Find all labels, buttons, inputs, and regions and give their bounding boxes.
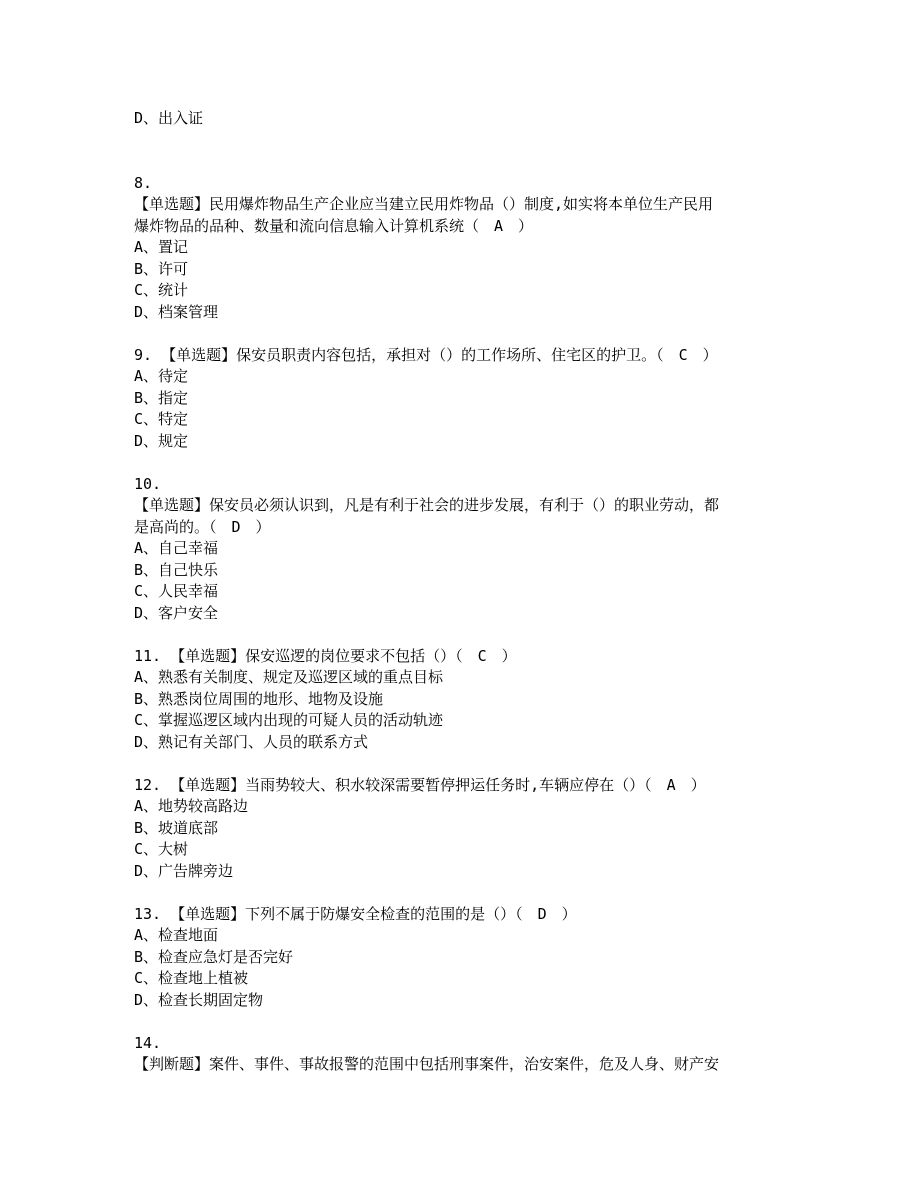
- document-page: [134, 108, 794, 1076]
- option-line: A、待定: [134, 367, 189, 385]
- question-text: 【单选题】当雨势较大、积水较深需要暂停押运任务时,车辆应停在（）（ A ）: [170, 775, 706, 794]
- option-line: D、档案管理: [134, 302, 219, 321]
- question-line: [134, 904, 794, 926]
- spacer: [134, 452, 794, 474]
- question-number: 11.: [134, 646, 162, 665]
- option-line: D、检查长期固定物: [134, 990, 264, 1009]
- question-number: 13.: [134, 904, 162, 923]
- option-line: A、检查地面: [134, 926, 219, 944]
- question-text: 【单选题】保安员必须认识到，凡是有利于社会的进步发展，有利于（）的职业劳动，都: [134, 496, 720, 514]
- option-line: D、出入证: [134, 109, 204, 127]
- spacer: [134, 323, 794, 345]
- question-text: 【判断题】案件、事件、事故报警的范围中包括刑事案件，治安案件，危及人身、财产安: [134, 1055, 720, 1073]
- option-line: A、自己幸福: [134, 539, 219, 557]
- option-line: D、客户安全: [134, 603, 219, 622]
- option-line: C、检查地上植被: [134, 969, 249, 987]
- spacer: [134, 753, 794, 775]
- question-number: 14.: [134, 1033, 162, 1052]
- option-line: A、地势较高路边: [134, 797, 249, 815]
- question-text: 爆炸物品的品种、数量和流向信息输入计算机系统（ A ）: [134, 216, 534, 235]
- question-number: 9.: [134, 345, 153, 364]
- option-line: B、自己快乐: [134, 560, 219, 579]
- option-line: A、置记: [134, 238, 189, 256]
- spacer: [134, 151, 794, 173]
- option-line: B、许可: [134, 259, 189, 278]
- question-line: [134, 345, 794, 367]
- option-line: C、掌握巡逻区域内出现的可疑人员的活动轨迹: [134, 711, 444, 729]
- option-line: C、统计: [134, 281, 189, 299]
- spacer: [134, 130, 794, 152]
- option-line: C、特定: [134, 410, 189, 428]
- option-line: B、检查应急灯是否完好: [134, 947, 294, 966]
- question-text: 【单选题】保安巡逻的岗位要求不包括（）（ C ）: [170, 646, 517, 665]
- question-line: [134, 646, 794, 668]
- question-text: 【单选题】下列不属于防爆安全检查的范围的是（）（ D ）: [170, 904, 577, 923]
- question-text: 是高尚的。（ D ）: [134, 517, 271, 536]
- question-line: [134, 775, 794, 797]
- option-line: B、指定: [134, 388, 189, 407]
- spacer: [134, 882, 794, 904]
- question-text: 【单选题】保安员职责内容包括，承担对（）的工作场所、住宅区的护卫。（ C ）: [161, 345, 718, 364]
- question-number: 12.: [134, 775, 162, 794]
- option-line: C、大树: [134, 840, 189, 858]
- question-number: 8.: [134, 173, 153, 192]
- question-text: 【单选题】民用爆炸物品生产企业应当建立民用炸物品（）制度,如实将本单位生产民用: [134, 195, 714, 213]
- spacer: [134, 1011, 794, 1033]
- option-line: A、熟悉有关制度、规定及巡逻区域的重点目标: [134, 668, 444, 686]
- option-line: D、广告牌旁边: [134, 861, 234, 880]
- question-number: 10.: [134, 474, 162, 493]
- option-line: D、规定: [134, 431, 189, 450]
- option-line: D、熟记有关部门、人员的联系方式: [134, 732, 369, 751]
- option-line: C、人民幸福: [134, 582, 219, 600]
- spacer: [134, 624, 794, 646]
- option-line: B、坡道底部: [134, 818, 219, 837]
- option-line: B、熟悉岗位周围的地形、地物及设施: [134, 689, 384, 708]
